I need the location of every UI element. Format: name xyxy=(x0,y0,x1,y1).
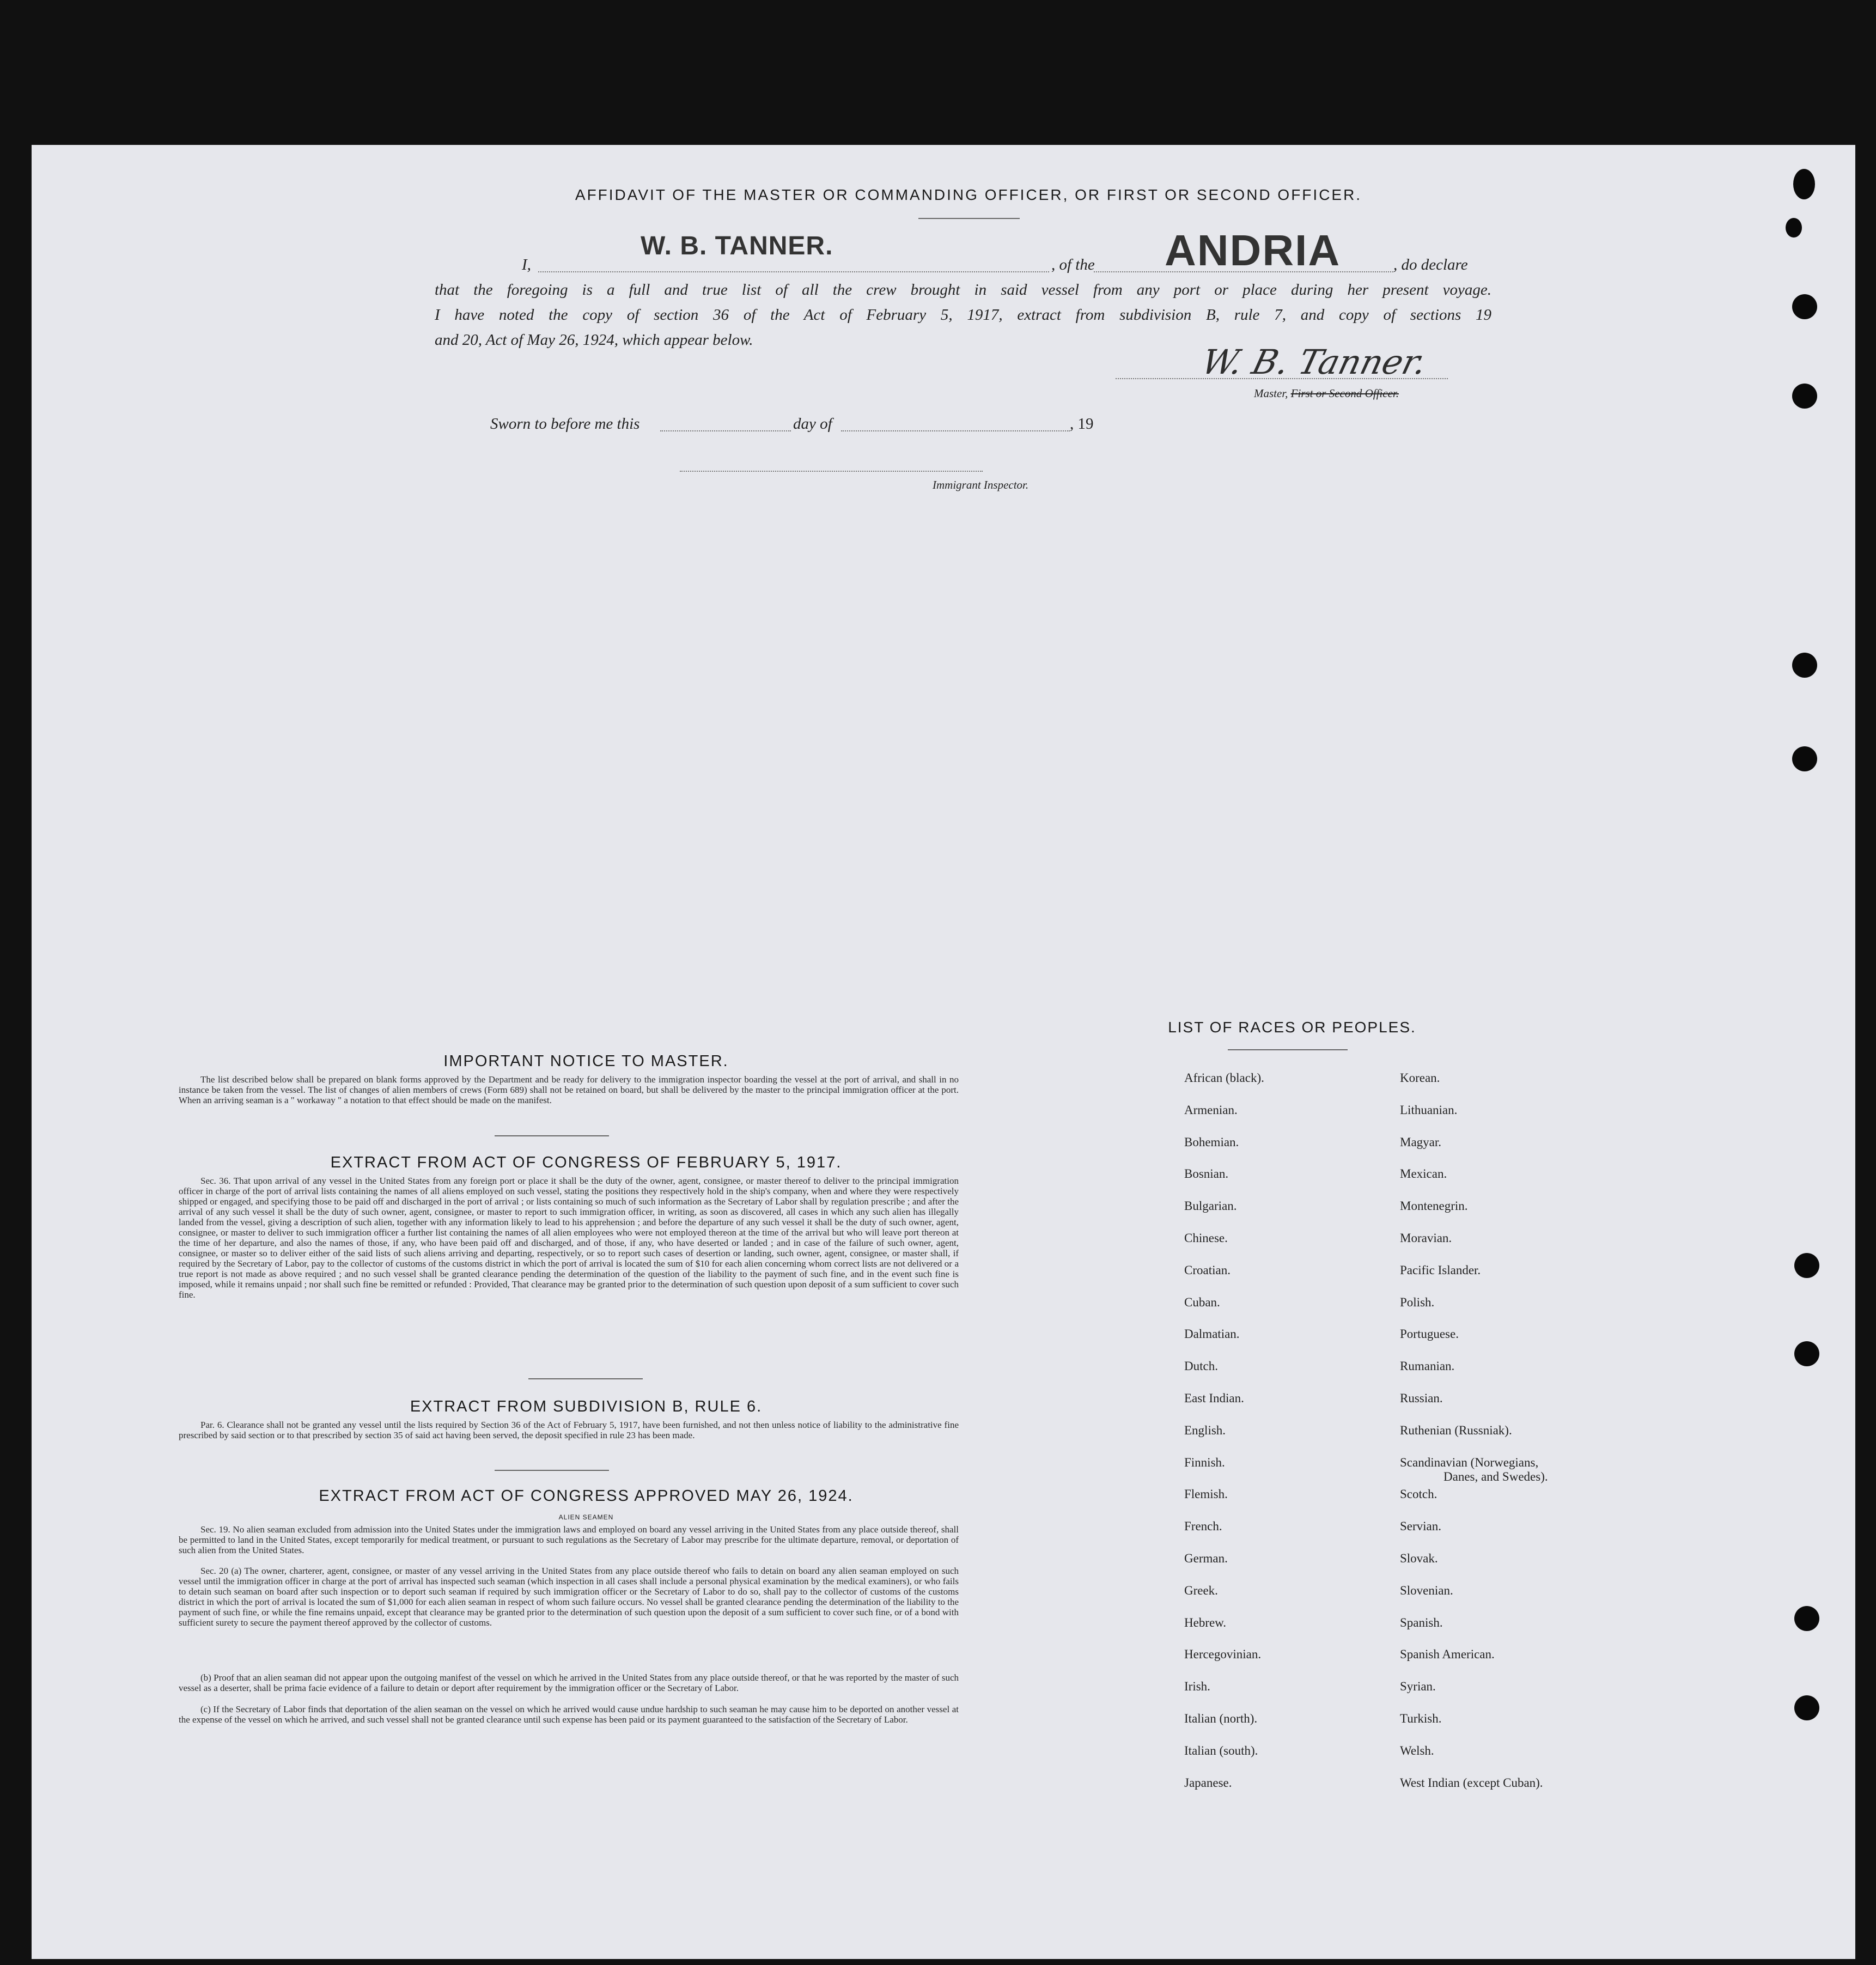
race-item: Dutch. xyxy=(1184,1359,1218,1373)
sworn-label: Sworn to before me this xyxy=(490,415,640,433)
vessel-name-stamp: ANDRIA xyxy=(1165,226,1341,275)
race-item: English. xyxy=(1184,1423,1226,1437)
extract-1924-title: EXTRACT FROM ACT OF CONGRESS APPROVED MAY 26, 1924. xyxy=(319,1487,854,1505)
i-label: I, xyxy=(522,256,531,273)
race-item: Cuban. xyxy=(1184,1295,1220,1309)
extract-1924-sec20c: (c) If the Secretary of Labor finds that deportation of the alien seaman on the vessel on which he arrived would cause undue hardship to such seaman he may cause him to be deported on another vessel at the expense of the vessel on which he arrived, and such vessel shall not be granted clearance until such expense has been paid or its payment guaranteed to the satisfaction of the Secretary of Labor. xyxy=(179,1704,959,1725)
race-item: Armenian. xyxy=(1184,1103,1238,1117)
race-item: Slovak. xyxy=(1400,1552,1438,1565)
race-item: West Indian (except Cuban). xyxy=(1400,1775,1543,1790)
declaration-line-3: and 20, Act of May 26, 1924, which appear below. xyxy=(435,331,753,349)
day-of-label: day of xyxy=(793,415,832,433)
race-item: Italian (south). xyxy=(1184,1743,1258,1757)
punch-hole xyxy=(1792,294,1817,319)
rule-6-text: Par. 6. Clearance shall not be granted any vessel until the lists required by Section 36 of the Act of February 5, 1917, have been furnished, and not then unless notice of liability to the administrative fine prescribed by said section or to that prescribed by section 35 of said act having been served, the deposit specified in rule 23 has been made. xyxy=(179,1420,959,1440)
inspector-caption: Immigrant Inspector. xyxy=(933,478,1029,491)
race-item: Finnish. xyxy=(1184,1455,1225,1469)
race-item: Spanish American. xyxy=(1400,1647,1495,1662)
race-item: Syrian. xyxy=(1400,1680,1436,1694)
title-rule xyxy=(918,218,1020,219)
race-item: East Indian. xyxy=(1184,1391,1244,1405)
races-title: LIST OF RACES OR PEOPLES. xyxy=(1168,1019,1416,1036)
punch-hole xyxy=(1786,218,1802,238)
master-signature: W. B. Tanner. xyxy=(1197,342,1431,382)
do-declare-label: , do declare xyxy=(1393,256,1468,273)
signature-line xyxy=(1116,378,1448,379)
punch-hole xyxy=(1792,653,1817,678)
race-item: Greek. xyxy=(1184,1583,1218,1597)
notice-title: IMPORTANT NOTICE TO MASTER. xyxy=(443,1053,729,1070)
race-item: Turkish. xyxy=(1400,1712,1442,1725)
race-item: Scandinavian (Norwegians, xyxy=(1400,1455,1539,1469)
races-rule xyxy=(1228,1049,1348,1050)
punch-hole xyxy=(1794,1695,1819,1720)
extract-1917-title: EXTRACT FROM ACT OF CONGRESS OF FEBRUARY 5, 1917. xyxy=(330,1154,842,1171)
divider-rule xyxy=(528,1378,643,1379)
race-item: Welsh. xyxy=(1400,1743,1434,1757)
race-item: German. xyxy=(1184,1552,1228,1565)
divider-rule xyxy=(495,1135,609,1136)
race-item: Bulgarian. xyxy=(1184,1199,1237,1213)
of-the-label: , of the xyxy=(1051,256,1095,273)
race-item: Montenegrin. xyxy=(1400,1199,1468,1213)
punch-hole xyxy=(1792,746,1817,771)
rule-6-title: EXTRACT FROM SUBDIVISION B, RULE 6. xyxy=(410,1398,763,1415)
race-item: Dalmatian. xyxy=(1184,1327,1240,1341)
extract-1924-sec19: Sec. 19. No alien seaman excluded from admission into the United States under the immigration laws and employed on board any vessel arriving in the United States from any place outside thereof, shall be permitted to land in the United States, except temporarily for medical treatment, or pursuant to such regulations as the Secretary of Labor may prescribe for the ultimate departure, removal, or deportation of such alien from the United States. xyxy=(179,1524,959,1555)
notice-text: The list described below shall be prepared on blank forms approved by the Department and be ready for delivery to the immigration inspector boarding the vessel at the port of arrival, and shall in no instance be taken from the vessel. The list of changes of alien members of crews (Form 689) shall not be retained on board, but shall be delivered by the master to the principal immigration officer at the port. When an arriving seaman is a " workaway " a notation to that effect should be made on the manifest. xyxy=(179,1074,959,1105)
master-caption-text: Master, xyxy=(1254,387,1288,400)
race-item: Hercegovinian. xyxy=(1184,1647,1262,1662)
extract-1924-sec20b: (b) Proof that an alien seaman did not appear upon the outgoing manifest of the vessel on which he arrived in the United States from any place outside thereof, or that he was reported by the master of such vessel as a deserter, shall be prima facie evidence of a failure to detain or deport after requirement by the immigration officer or the Secretary of Labor. xyxy=(179,1672,959,1693)
race-item: Irish. xyxy=(1184,1680,1210,1694)
race-item: Scotch. xyxy=(1400,1487,1438,1501)
race-item: Spanish. xyxy=(1400,1615,1443,1629)
declaration-line-2: I have noted the copy of section 36 of the Act of February 5, 1917, extract from subdivision B, rule 7, and copy of sections 19 xyxy=(435,306,1491,324)
race-item: Italian (north). xyxy=(1184,1712,1258,1725)
race-item: Bosnian. xyxy=(1184,1167,1229,1181)
race-item: Polish. xyxy=(1400,1295,1435,1309)
inspector-line xyxy=(680,471,983,472)
race-item: Ruthenian (Russniak). xyxy=(1400,1423,1512,1437)
race-item: Danes, and Swedes). xyxy=(1443,1469,1548,1483)
master-name-stamp: W. B. TANNER. xyxy=(641,232,833,260)
punch-hole xyxy=(1794,1606,1819,1631)
extract-1924-sec20a: Sec. 20 (a) The owner, charterer, agent, consignee, or master of any vessel arriving in the United States from any place outside thereof who fails to detain on board any alien seaman employed on such vessel until the immigration officer in charge at the port of arrival has inspected such seaman (which inspection in all cases shall include a personal physical examination by the medical examiners), or who fails to detain such seaman on board after such inspection or to deport such seaman if required by such immigration officer or the Secretary of Labor to do so, shall pay to the collector of customs of the customs district in which the port of arrival is located the sum of $1,000 for each alien seaman in respect of whom such failure occurs. No vessel shall be granted clearance pending the determination of the liability to the payment of such fine, or while the fine remains unpaid, except that clearance may be granted prior to the determination of such question upon the deposit of a sum sufficient to cover such fine, or of a bond with sufficient surety to secure the payment thereof approved by the collector of customs. xyxy=(179,1566,959,1628)
sworn-month-line xyxy=(841,430,1070,431)
race-item: Servian. xyxy=(1400,1519,1442,1534)
race-item: Lithuanian. xyxy=(1400,1103,1458,1117)
extract-1917-text: Sec. 36. That upon arrival of any vessel in the United States from any foreign port or place it shall be the duty of the owner, agent, consignee, or master thereof to deliver to the principal immigration officer in charge of the port of arrival lists containing the names of all aliens employed on such vessel, stating the positions they respectively hold in the ship's company, when and where they were respectively shipped or engaged, and specifying those to be paid off and discharged in the port of arrival ; or lists containing so much of such information as the Secretary of Labor shall by regulation prescribe ; and after the arrival of any such vessel it shall be the duty of such owner, agent, consignee, or master to report to such immigration officer, in writing, as soon as discovered, all cases in which any such alien has illegally landed from the vessel, giving a description of such alien, together with any information likely to lead to his apprehension ; and before the departure of any such vessel it shall be the duty of such owner, agent, consignee, or master to deliver to such immigration officer a further list containing the names of all alien employees who were not employed thereon at the time of the arrival but who will leave port thereon at the time of her departure, and also the names of those, if any, who have been paid off and discharged, and of those, if any, who have deserted or landed ; and in case of the failure of such owner, agent, consignee, or master so to deliver either of the said lists of such aliens arriving and departing, respectively, or so to report such cases of desertion or landing, such owner, agent, consignee, or master shall, if required by the Secretary of Labor, pay to the collector of customs of the customs district in which the port of arrival is located the sum of $10 for each alien concerning whom correct lists are not delivered or a true report is not made as above required ; and no such vessel shall be granted clearance pending the determination of the question of the liability to the payment of such fine, and in the event such fine is imposed, while it remains unpaid ; nor shall such fine be remitted or refunded : Provided, That clearance may be granted prior to the determination of such question upon deposit of a sum sufficient to cover such fine. xyxy=(179,1176,959,1300)
name-line xyxy=(538,271,1049,272)
race-item: Moravian. xyxy=(1400,1231,1452,1245)
race-item: Rumanian. xyxy=(1400,1359,1455,1373)
race-item: Korean. xyxy=(1400,1071,1440,1085)
form-sheet xyxy=(32,145,1855,1959)
race-item: Magyar. xyxy=(1400,1135,1442,1149)
struck-caption-text: First or Second Officer. xyxy=(1290,387,1399,400)
race-item: Portuguese. xyxy=(1400,1327,1459,1341)
race-item: Pacific Islander. xyxy=(1400,1263,1481,1277)
race-item: Flemish. xyxy=(1184,1487,1228,1501)
race-item: Russian. xyxy=(1400,1391,1443,1405)
punch-hole xyxy=(1792,384,1817,409)
race-item: Mexican. xyxy=(1400,1167,1447,1181)
race-item: Japanese. xyxy=(1184,1775,1232,1790)
race-item: Hebrew. xyxy=(1184,1615,1227,1629)
punch-hole xyxy=(1794,1341,1819,1366)
race-item: African (black). xyxy=(1184,1071,1264,1085)
affidavit-title: AFFIDAVIT OF THE MASTER OR COMMANDING OFFICER, OR FIRST OR SECOND OFFICER. xyxy=(575,186,1362,203)
race-item: French. xyxy=(1184,1519,1222,1534)
master-caption xyxy=(1254,387,1399,400)
race-item: Slovenian. xyxy=(1400,1583,1453,1597)
sworn-day-line xyxy=(660,430,791,431)
declaration-line-1: that the foregoing is a full and true list of all the crew brought in said vessel from any port or place during her present voyage. xyxy=(435,281,1491,299)
race-item: Bohemian. xyxy=(1184,1135,1239,1149)
race-item: Croatian. xyxy=(1184,1263,1231,1277)
divider-rule xyxy=(495,1470,609,1471)
punch-hole xyxy=(1793,169,1815,199)
punch-hole xyxy=(1794,1253,1819,1278)
year-suffix: , 19 xyxy=(1070,415,1094,433)
extract-1924-subtitle: ALIEN SEAMEN xyxy=(558,1513,614,1521)
race-item: Chinese. xyxy=(1184,1231,1228,1245)
